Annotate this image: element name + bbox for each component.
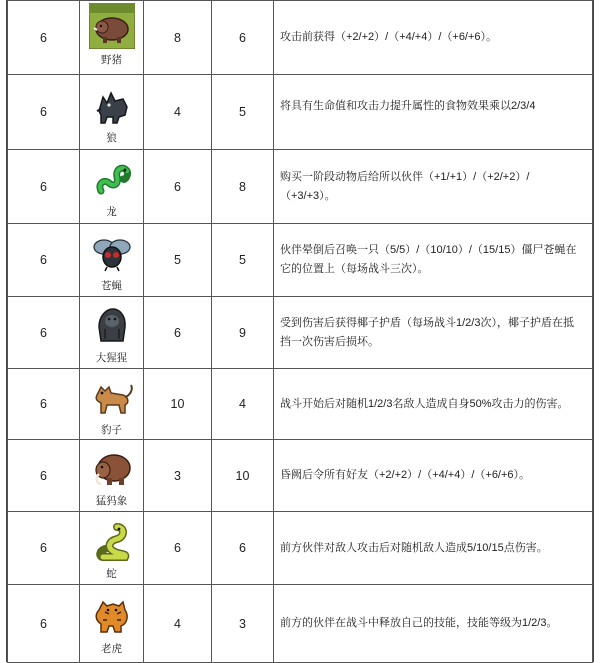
ability-desc: 前方的伙伴在战斗中释放自己的技能，技能等级为1/2/3。 <box>274 585 593 663</box>
tier-cell: 6 <box>8 297 80 369</box>
ability-desc: 受到伤害后获得椰子护盾（每场战斗1/2/3次），椰子护盾在抵挡一次伤害后损坏。 <box>274 297 593 369</box>
pet-name: 狼 <box>106 131 117 144</box>
table-row <box>8 585 593 663</box>
tier-cell: 6 <box>8 440 80 512</box>
fly-icon <box>87 228 137 276</box>
table-row <box>8 150 593 224</box>
dragon-icon <box>87 154 137 202</box>
attack-cell: 6 <box>144 512 212 585</box>
pet-table <box>7 0 593 663</box>
ability-desc: 将具有生命值和攻击力提升属性的食物效果乘以2/3/4 <box>274 75 593 150</box>
table-row <box>8 369 593 440</box>
attack-cell: 4 <box>144 75 212 150</box>
pet-name: 蛇 <box>106 567 117 580</box>
wolf-icon <box>87 80 137 128</box>
attack-cell: 3 <box>144 440 212 512</box>
table-row <box>8 1 593 75</box>
mammoth-icon <box>87 443 137 491</box>
snake-icon <box>87 516 137 564</box>
pet-name: 猛犸象 <box>95 495 128 507</box>
tier-cell: 6 <box>8 585 80 663</box>
pet-name: 老虎 <box>101 643 122 655</box>
ability-desc: 昏阙后令所有好友（+2/+2）/（+4/+4）/（+6/+6）。 <box>274 440 593 512</box>
leopard-icon <box>87 372 137 420</box>
health-cell: 9 <box>212 297 274 369</box>
health-cell: 5 <box>212 75 274 150</box>
pet-name: 野猪 <box>101 54 122 66</box>
ability-desc: 伙伴晕倒后召唤一只（5/5）/（10/10）/（15/15）僵尸苍蝇在它的位置上（每场战斗三次）。 <box>274 224 593 297</box>
tier-cell: 6 <box>8 369 80 440</box>
tier-cell: 6 <box>8 224 80 297</box>
ability-desc: 战斗开始后对随机1/2/3名敌人造成自身50%攻击力的伤害。 <box>274 369 593 440</box>
attack-cell: 4 <box>144 585 212 663</box>
table-row <box>8 297 593 369</box>
pet-table-sheet <box>6 0 594 662</box>
table-row <box>8 440 593 512</box>
pet-name: 大猩猩 <box>95 352 128 364</box>
pet-name: 苍蝇 <box>101 279 122 292</box>
pet-name: 龙 <box>106 206 117 218</box>
table-row <box>8 75 593 150</box>
attack-cell: 6 <box>144 150 212 224</box>
tier-cell: 6 <box>8 512 80 585</box>
attack-cell: 5 <box>144 224 212 297</box>
ability-desc: 攻击前获得（+2/+2）/（+4/+4）/（+6/+6）。 <box>274 1 593 75</box>
tier-cell: 6 <box>8 75 80 150</box>
gorilla-icon <box>87 300 137 348</box>
health-cell: 6 <box>212 1 274 75</box>
ability-desc: 前方伙伴对敌人攻击后对随机敌人造成5/10/15点伤害。 <box>274 512 593 585</box>
table-row <box>8 512 593 585</box>
attack-cell: 8 <box>144 1 212 75</box>
health-cell: 4 <box>212 369 274 440</box>
tiger-icon <box>87 591 137 639</box>
health-cell: 10 <box>212 440 274 512</box>
health-cell: 8 <box>212 150 274 224</box>
attack-cell: 10 <box>144 369 212 440</box>
boar-icon <box>87 2 137 50</box>
tier-cell: 6 <box>8 150 80 224</box>
pet-name: 豹子 <box>101 423 122 436</box>
health-cell: 3 <box>212 585 274 663</box>
attack-cell: 6 <box>144 297 212 369</box>
tier-cell: 6 <box>8 1 80 75</box>
health-cell: 5 <box>212 224 274 297</box>
ability-desc: 购买一阶段动物后给所以伙伴（+1/+1）/（+2/+2）/（+3/+3）。 <box>274 150 593 224</box>
health-cell: 6 <box>212 512 274 585</box>
table-row <box>8 224 593 297</box>
